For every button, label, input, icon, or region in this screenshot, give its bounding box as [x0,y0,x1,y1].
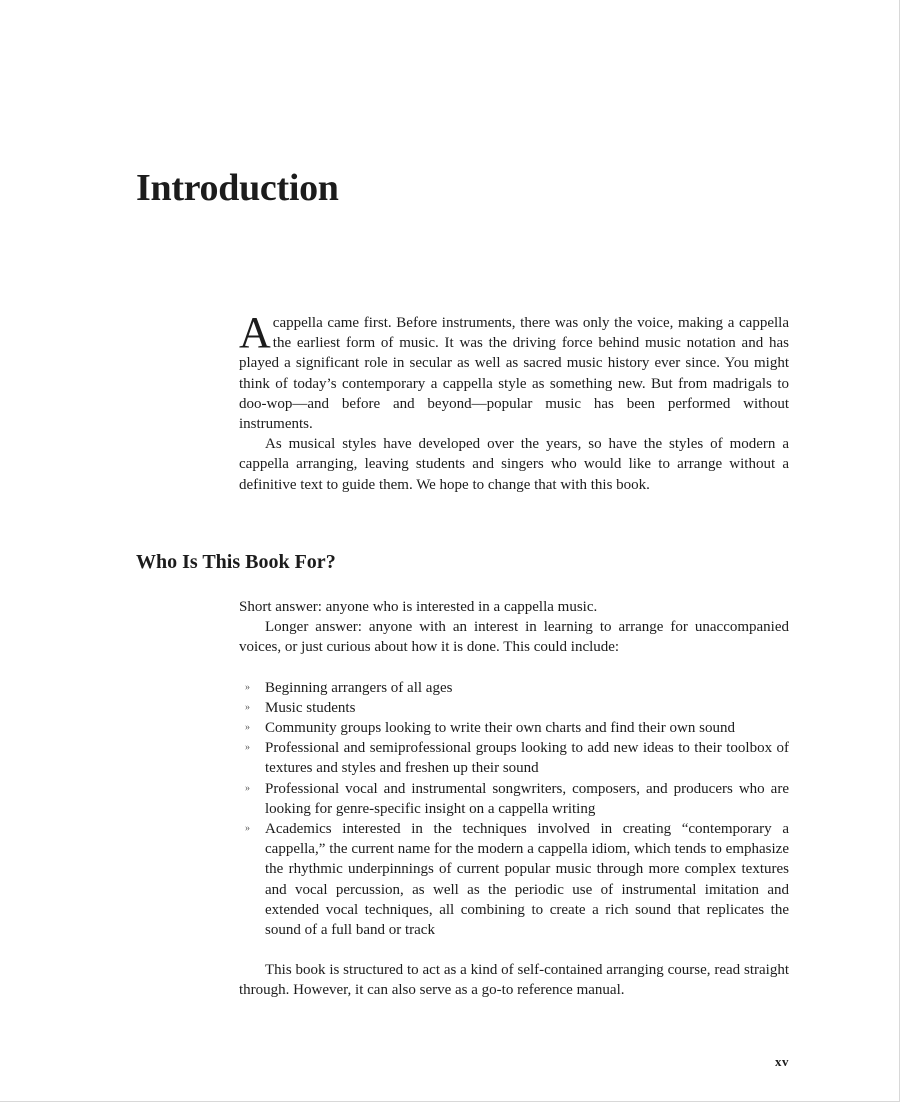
intro-section [239,308,789,495]
bullet-icon: » [245,722,250,734]
list-item-text: Professional vocal and instrumental songwriters, composers, and producers who are looking for genre-specific insight on a cappella writing [265,780,789,817]
page-number: xv [775,1054,789,1069]
closing-paragraph: This book is structured to act as a kind of self-contained arranging course, read straight through. However, it can also serve as a go-to reference manual. [239,962,789,999]
bullet-icon: » [245,681,250,693]
bullet-icon: » [245,701,250,713]
intro-paragraph-1 [239,308,789,434]
list-item [239,718,789,738]
list-item [239,738,789,778]
short-answer: Short answer: anyone who is interested in a cappella music. [239,599,598,615]
list-item-text: Beginning arrangers of all ages [265,679,453,696]
list-item-text: Community groups looking to write their own charts and find their own sound [265,720,735,737]
list-item [239,698,789,718]
bullet-icon: » [245,782,250,794]
intro-paragraph-1-text: cappella came first. Before instruments, there was only the voice, making a cappella the earliest form of music. It was the driving force behind music notation and has played a significant role in secular as well as sacred music history ever since. You might think of today’s contemporary a cappella style as something new. But from madrigals to doo-wop—and before and beyond—popular music has been performed without instruments. [239,315,789,433]
list-item-text: Academics interested in the techniques involved in creating “contemporary a cappella,” the current name for the modern a cappella idiom, which tends to emphasize the rhythmic underpinnings of current popular music through more complex textures and vocal percussion, as well as the periodic use of instrumental imitation and extended vocal techniques, all combining to create a rich sound that replicates the sound of a full band or track [265,821,789,939]
intro-paragraph-2: As musical styles have developed over the years, so have the styles of modern a cappella arranging, leaving students and singers who would like to arrange without a definitive text to guide them. We hope to change that with this book. [239,436,789,493]
audience-list [239,678,789,941]
longer-answer: Longer answer: anyone with an interest in learning to arrange for unaccompanied voices, or just curious about how it is done. This could include: [239,619,789,656]
drop-cap: A [239,308,271,357]
list-item [239,678,789,698]
section-heading: Who Is This Book For? [136,551,336,573]
list-item [239,819,789,940]
list-item-text: Professional and semiprofessional groups looking to add new ideas to their toolbox of textures and styles and freshen up their sound [265,740,789,777]
audience-section [239,597,789,1001]
bullet-icon: » [245,823,250,835]
list-item [239,779,789,819]
bullet-icon: » [245,742,250,754]
chapter-title: Introduction [136,167,339,209]
list-item-text: Music students [265,699,356,716]
